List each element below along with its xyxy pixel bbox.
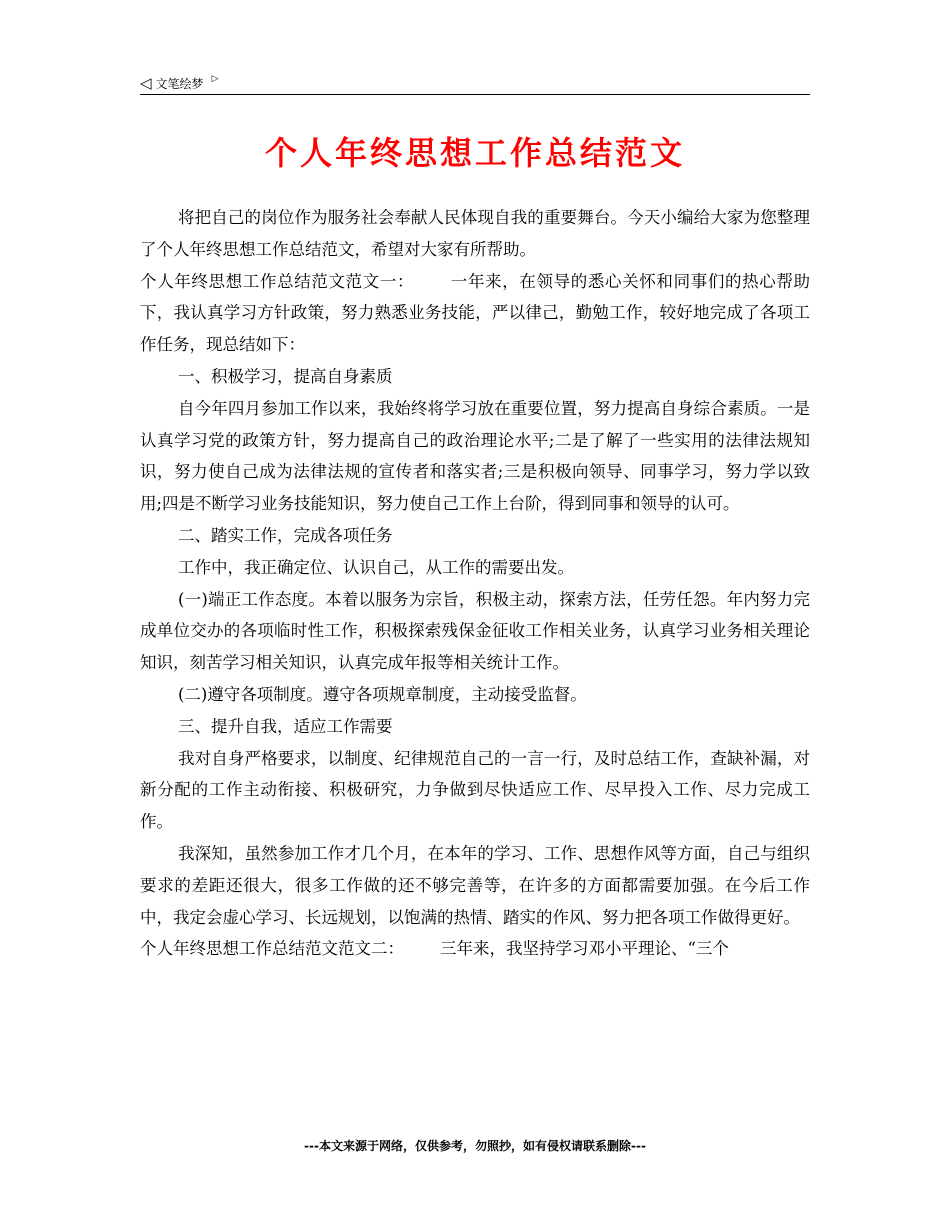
paragraph-self-requirement: 我对自身严格要求，以制度、纪律规范自己的一言一行，及时总结工作，查缺补漏，对新分配的工作主动衔接、积极研究，力争做到尽快适应工作、尽早投入工作、尽力完成工作。 — [140, 748, 810, 832]
page-header — [140, 72, 810, 95]
sample-two-text: 三年来，我坚持学习邓小平理论、“三个 — [440, 939, 729, 959]
paragraph-work-position: 工作中，我正确定位、认识自己，从工作的需要出发。 — [177, 557, 574, 577]
section-heading-3: 三、提升自我，适应工作需要 — [177, 716, 393, 736]
paragraph-intro: 将把自己的岗位作为服务社会奉献人民体现自我的重要舞台。今天小编给大家为您整理了个人年终思想工作总结范文，希望对大家有所帮助。 — [140, 208, 810, 259]
document-body — [140, 202, 810, 965]
section-heading-2: 二、踏实工作，完成各项任务 — [177, 525, 393, 545]
header-brand: 文笔绘梦 — [155, 76, 204, 91]
section-heading-1: 一、积极学习，提高自身素质 — [177, 366, 393, 386]
triangle-left-icon: ◁ — [140, 73, 152, 92]
paragraph-sample-two — [140, 933, 810, 965]
paragraph-rules: (二)遵守各项制度。遵守各项规章制度，主动接受监督。 — [177, 684, 587, 704]
paragraph-sample-one — [140, 266, 810, 361]
page-footer-disclaimer: ---本文来源于网络，仅供参考，勿照抄，如有侵权请联系删除--- — [304, 1139, 646, 1153]
sample-one-label: 个人年终思想工作总结范文范文一： — [140, 271, 415, 291]
paragraph-attitude: (一)端正工作态度。本着以服务为宗旨，积极主动，探索方法，任劳任怨。年内努力完成单位交办的各项临时性工作，积极探索残保金征收工作相关业务，认真学习业务相关理论知识，刻苦学习相关知识，认真完成年报等相关统计工作。 — [140, 589, 810, 673]
document-title: 个人年终思想工作总结范文 — [264, 134, 685, 172]
sample-one-text: 一年来，在领导的悉心关怀和同事们的热心帮助下，我认真学习方针政策，努力熟悉业务技能，严以律己，勤勉工作，较好地完成了各项工作任务，现总结如下： — [140, 271, 811, 355]
paragraph-study: 自今年四月参加工作以来，我始终将学习放在重要位置，努力提高自身综合素质。一是认真学习党的政策方针，努力提高自己的政治理论水平;二是了解了一些实用的法律法规知识，努力使自己成为法律法规的宣传者和落实者;三是积极向领导、同事学习，努力学以致用;四是不断学习业务技能知识，努力使自己工作上台阶，得到同事和领导的认可。 — [140, 398, 810, 514]
triangle-right-icon: ▷ — [211, 74, 219, 84]
paragraph-reflection: 我深知，虽然参加工作才几个月，在本年的学习、工作、思想作风等方面，自己与组织要求的差距还很大，很多工作做的还不够完善等，在许多的方面都需要加强。在今后工作中，我定会虚心学习、长远规划，以饱满的热情、踏实的作风、努力把各项工作做得更好。 — [140, 843, 810, 927]
sample-two-label: 个人年终思想工作总结范文范文二： — [140, 939, 404, 959]
